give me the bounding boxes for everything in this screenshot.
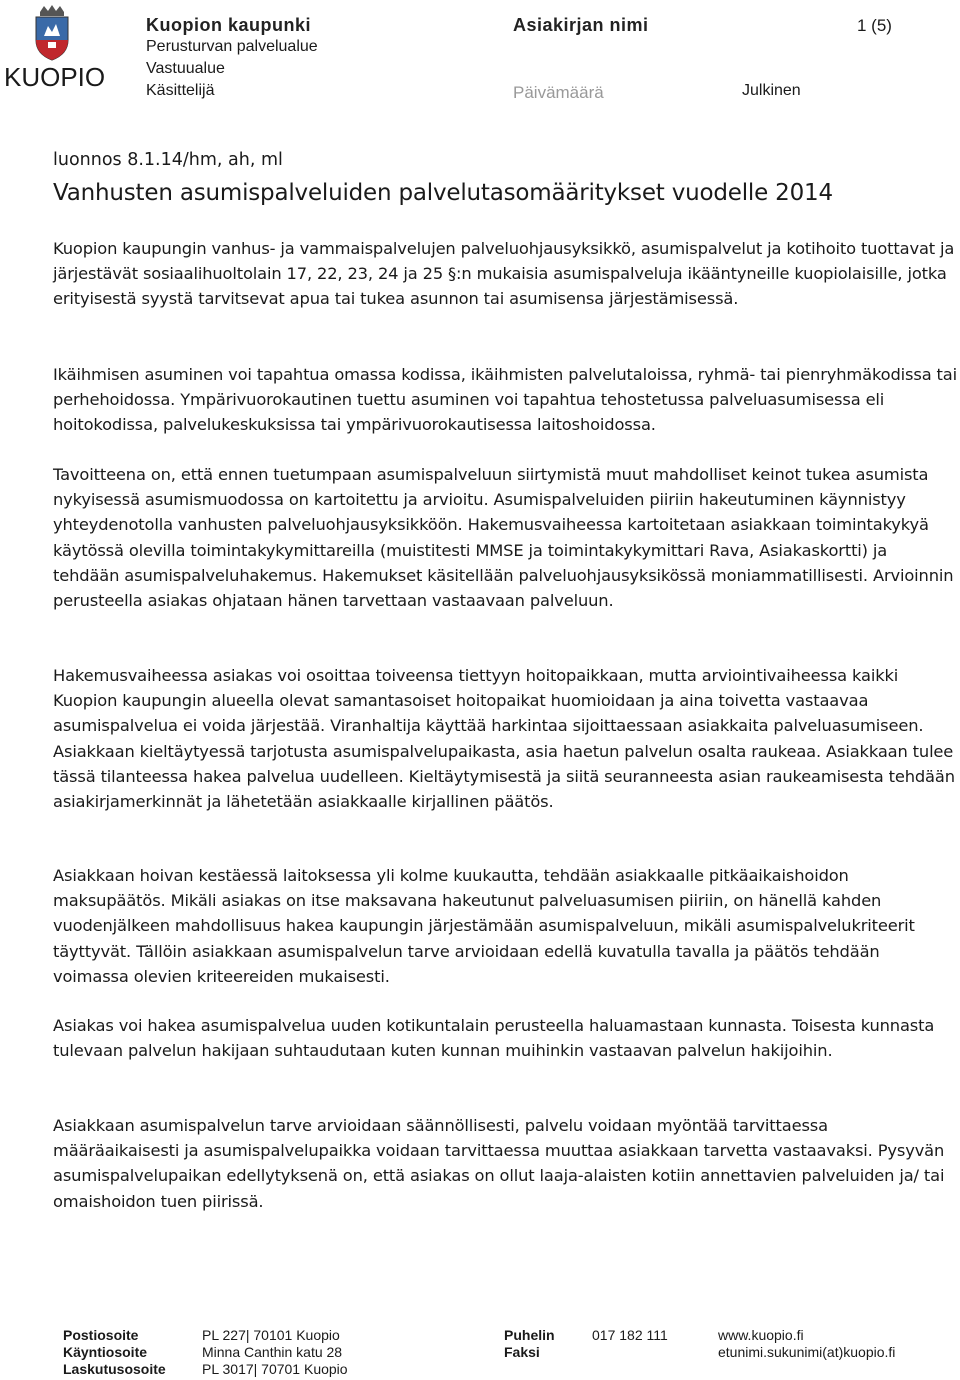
page-number: 1 (5)	[857, 16, 892, 35]
handler-label: Käsittelijä	[146, 82, 215, 99]
date-label: Päivämäärä	[513, 83, 604, 102]
unit-name: Perusturvan palvelualue	[146, 38, 318, 55]
visit-value: Minna Canthin katu 28	[202, 1344, 343, 1360]
paragraph: Kuopion kaupungin vanhus- ja vammaispalvelujen palveluohjausyksikkö, asumispalvelut ja kotihoito tuottavat ja järjestävät sosiaalihuoltolain 17, 22, 23, 24 ja 25 §:n mukaisia asumispalveluja ikääntyneille kuopiolaisille, jotka erityisestä syystä tarvitsevat apua tai tukea asunnon tai asumisensa järjestämisessä.	[53, 239, 955, 309]
billing-label: Laskutusosoite	[63, 1361, 166, 1377]
visibility-label: Julkinen	[742, 82, 801, 99]
website-link[interactable]: www.kuopio.fi	[718, 1327, 804, 1343]
email-link[interactable]: etunimi.sukunimi(at)kuopio.fi	[718, 1344, 896, 1360]
phone-label: Puhelin	[504, 1327, 555, 1343]
paragraph: Tavoitteena on, että ennen tuetumpaan asumispalveluun siirtymistä muut mahdolliset keinot tukea asumista nykyisessä asumismuodossa on kartoitettu ja arvioitu. Asumispalveluiden piiriin hakeutuminen käynnistyy yhteydenotolla vanhusten palveluohjausyksikköön. Hakemusvaiheessa kartoitetaan asiakkaan toimintakykyä käytössä olevilla toimintakykymittareilla (muistitesti MMSE ja toimintakykymittari Rava, Asiakaskortti) ja tehdään asumispalveluhakemus. Hakemukset käsitellään palveluohjausyksikössä moniammatillisesti. Arvioinnin perusteella asiakas ohjataan hänen tarvettaan vastaavaan palveluun.	[53, 465, 954, 611]
kuopio-logo	[4, 4, 106, 94]
paragraph: Hakemusvaiheessa asiakas voi osoittaa toiveensa tiettyyn hoitopaikkaan, mutta arviointivaiheessa kaikki Kuopion kaupungin alueella olevat samantasoiset hoitopaikat huomioidaan ja aina toivetta vastaavaa asumispalvelua ei voida järjestää. Viranhaltija käyttää harkintaa sijoittaessaan asiakkaita palveluasumiseen. Asiakkaan kieltäytyessä tarjotusta asumispalvelupaikasta, asia haetun palvelun osalta raukeaa. Asiakkaan tulee tässä tilanteessa hakea palvelua uudelleen. Kieltäytymisestä ja siitä seuranneesta asian raukeamisesta tehdään asiakirjamerkinnät ja lähetetään asiakkaalle kirjallinen päätös.	[53, 666, 955, 812]
document-name: Asiakirjan nimi	[513, 15, 649, 35]
billing-value: PL 3017| 70701 Kuopio	[202, 1361, 348, 1377]
footer-contact-values	[592, 1327, 668, 1344]
draft-version: luonnos 8.1.14/hm, ah, ml	[53, 150, 283, 170]
paragraph: Asiakkaan asumispalvelun tarve arvioidaan säännöllisesti, palvelu voidaan myöntää tarvittaessa määräaikaisesti ja asumispalvelupaikka voidaan tarvittaessa muuttaa asiakkaan tarvetta vastaavaksi. Pysyvän asumispalvelupaikan edellytyksenä on, että asiakas on ollut laaja-alaisten kotiin annettavien palveluiden ja/ tai omaishoidon tuen piirissä.	[53, 1116, 945, 1211]
phone-value: 017 182 111	[592, 1327, 668, 1343]
postal-label: Postiosoite	[63, 1327, 139, 1343]
org-name: Kuopion kaupunki	[146, 15, 311, 35]
logo-wordmark: KUOPIO	[4, 62, 106, 92]
paragraph: Asiakas voi hakea asumispalvelua uuden kotikuntalain perusteella haluamastaan kunnasta. Toisesta kunnasta tulevaan palvelun hakijaan suhtaudutaan kuten kunnan muihinkin vastaavan palvelun hakijoihin.	[53, 1016, 935, 1061]
postal-value: PL 227| 70101 Kuopio	[202, 1327, 340, 1343]
footer-labels	[63, 1327, 166, 1378]
fax-label: Faksi	[504, 1344, 540, 1360]
area-label: Vastuualue	[146, 60, 225, 77]
visit-label: Käyntiosoite	[63, 1344, 148, 1360]
paragraph: Ikäihmisen asuminen voi tapahtua omassa kodissa, ikäihmisten palvelutaloissa, ryhmä- tai pienryhmäkodissa tai perhehoidossa. Ympärivuorokautinen tuettu asuminen voi tapahtua tehostetussa palveluasumisessa eli hoitokodissa, palvelukeskuksissa tai ympärivuorokautisessa laitoshoidossa.	[53, 365, 957, 435]
document-title: Vanhusten asumispalveluiden palvelutasomääritykset vuodelle 2014	[53, 180, 833, 206]
footer-contact-labels	[504, 1327, 555, 1361]
paragraph: Asiakkaan hoivan kestäessä laitoksessa yli kolme kuukautta, tehdään asiakkaalle pitkäaikaishoidon maksupäätös. Mikäli asiakas on itse maksavana hakeutunut palveluasumisen piiriin, on hänellä kahden vuodenjälkeen mahdollisuus hakea kaupungin järjestämään asumispalveluun, mikäli asumispalvelukriteerit täyttyvät. Tällöin asiakkaan asumispalvelun tarve arvioidaan edellä kuvatulla tavalla ja päätös tehdään voimassa olevien kriteereiden mukaisesti.	[53, 866, 915, 986]
footer-web	[718, 1327, 895, 1361]
footer-addresses	[202, 1327, 348, 1378]
coat-of-arms-icon	[4, 4, 100, 64]
